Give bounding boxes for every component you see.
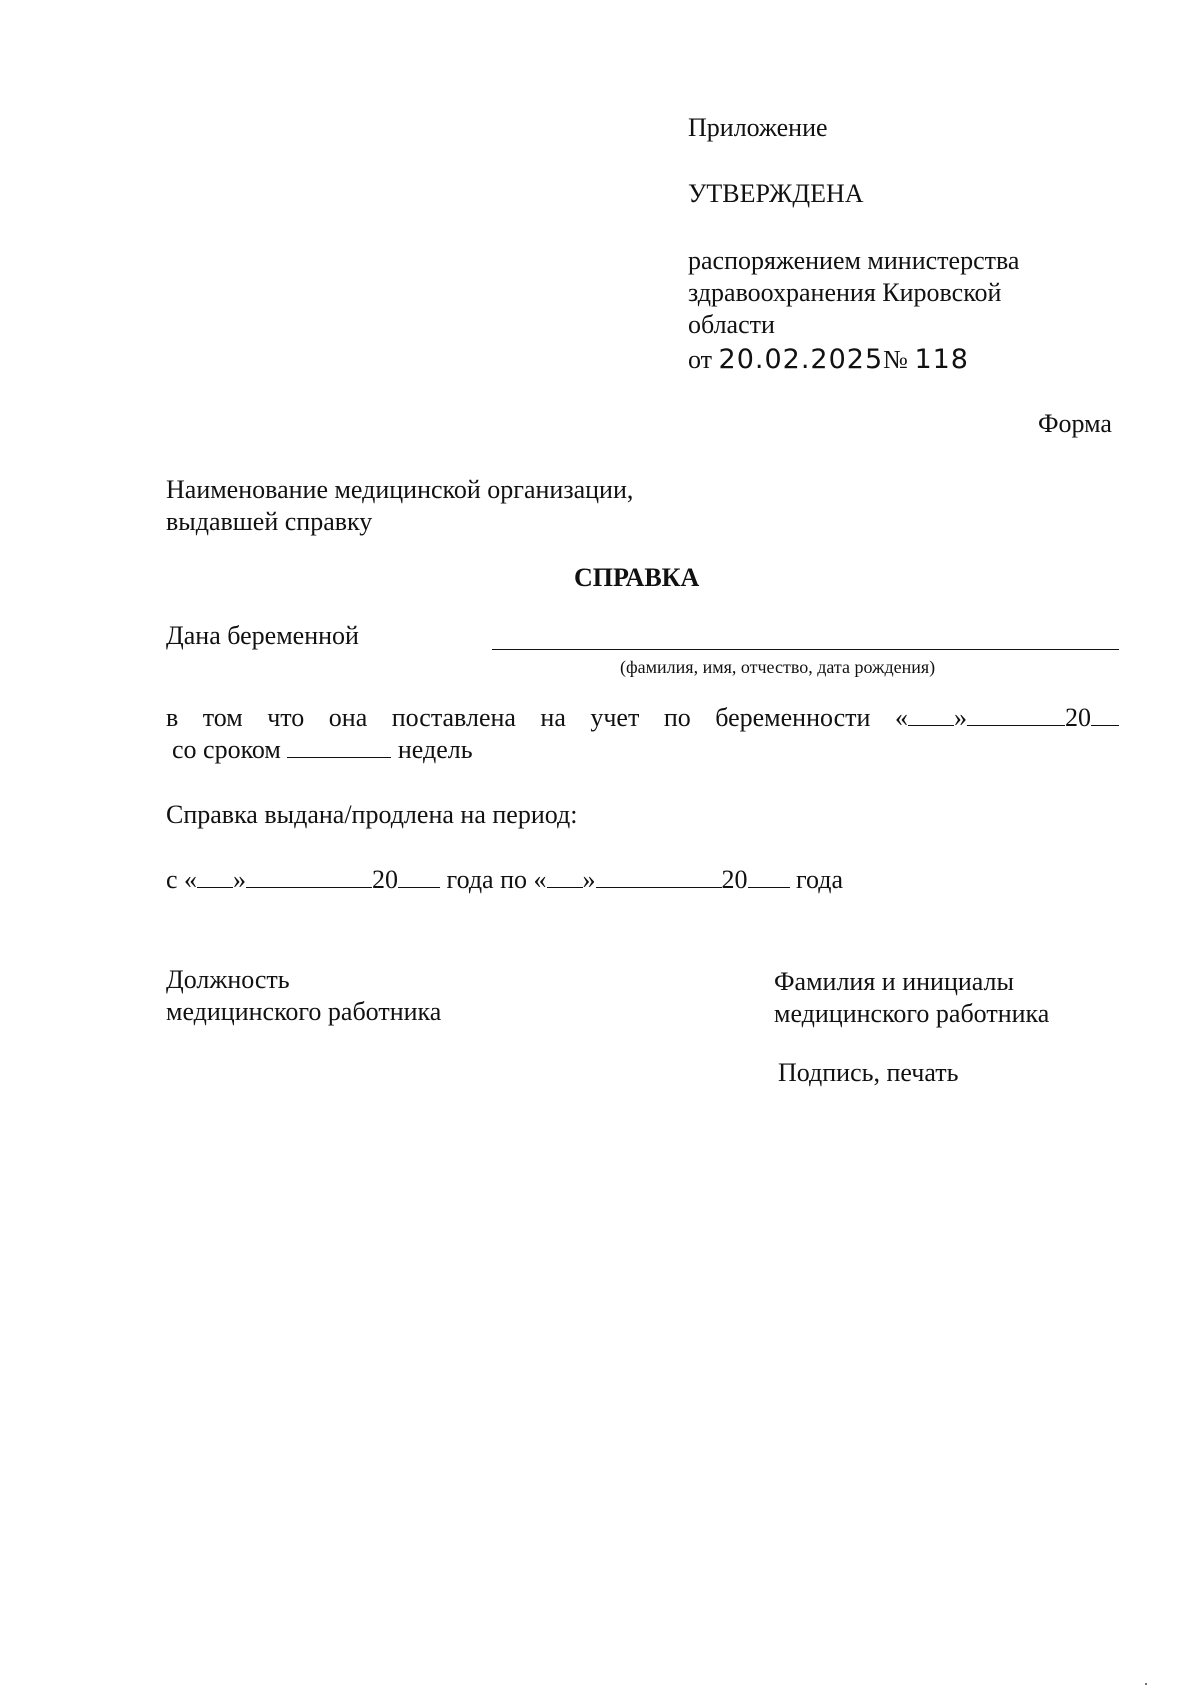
period-label: Справка выдана/продлена на период: (166, 800, 578, 829)
period-to-year-field[interactable] (748, 865, 790, 888)
order-line-1: распоряжением министерства (688, 246, 1020, 275)
form-label: Форма (1038, 409, 1112, 438)
order-line-3: области (688, 310, 775, 339)
period-line: с « » 20 года по « » 20 года (166, 865, 844, 894)
period-from-day-field[interactable] (197, 865, 233, 888)
reg-word: по (663, 703, 691, 732)
reg-year-field[interactable] (1091, 703, 1119, 726)
reg-day-field[interactable] (908, 703, 954, 726)
order-line-2: здравоохранения Кировской (688, 278, 1002, 307)
issued-to-label: Дана беременной (166, 621, 359, 650)
reg-word: учет (590, 703, 640, 732)
annex-label: Приложение (688, 113, 828, 142)
number-sign: № (883, 345, 908, 374)
position-label-2: медицинского работника (166, 997, 442, 1026)
scan-speck (1145, 1683, 1147, 1685)
handwritten-number: 118 (914, 344, 969, 375)
organization-line-1: Наименование медицинской организации, (166, 475, 634, 504)
organization-line-2: выдавшей справку (166, 507, 373, 536)
sign-stamp-label: Подпись, печать (778, 1058, 959, 1087)
position-label-1: Должность (166, 965, 290, 994)
reg-word: на (540, 703, 566, 732)
term-weeks-field[interactable] (287, 735, 391, 758)
reg-word: она (328, 703, 368, 732)
name-label-2: медицинского работника (774, 999, 1050, 1028)
patient-name-caption: (фамилия, имя, отчество, дата рождения) (620, 657, 936, 677)
period-from-month-field[interactable] (246, 865, 372, 888)
date-prefix: от (688, 345, 713, 374)
period-to-day-field[interactable] (547, 865, 583, 888)
reg-month-field[interactable] (967, 703, 1065, 726)
reg-word: что (267, 703, 305, 732)
name-label-1: Фамилия и инициалы (774, 967, 1014, 996)
registration-date: « » 20 (895, 702, 1119, 734)
reg-word: в (166, 703, 179, 732)
period-from-year-field[interactable] (398, 865, 440, 888)
document-title: СПРАВКА (574, 563, 700, 592)
reg-word: поставлена (391, 703, 516, 732)
period-to-month-field[interactable] (596, 865, 722, 888)
registration-line (166, 702, 1119, 734)
reg-word: том (202, 703, 243, 732)
term-line: со сроком недель (172, 735, 473, 764)
reg-word: беременности (715, 703, 871, 732)
order-date-line (688, 344, 969, 376)
patient-name-field[interactable] (492, 649, 1119, 650)
handwritten-date: 20.02.2025 (718, 344, 884, 375)
approved-label: УТВЕРЖДЕНА (688, 179, 864, 208)
